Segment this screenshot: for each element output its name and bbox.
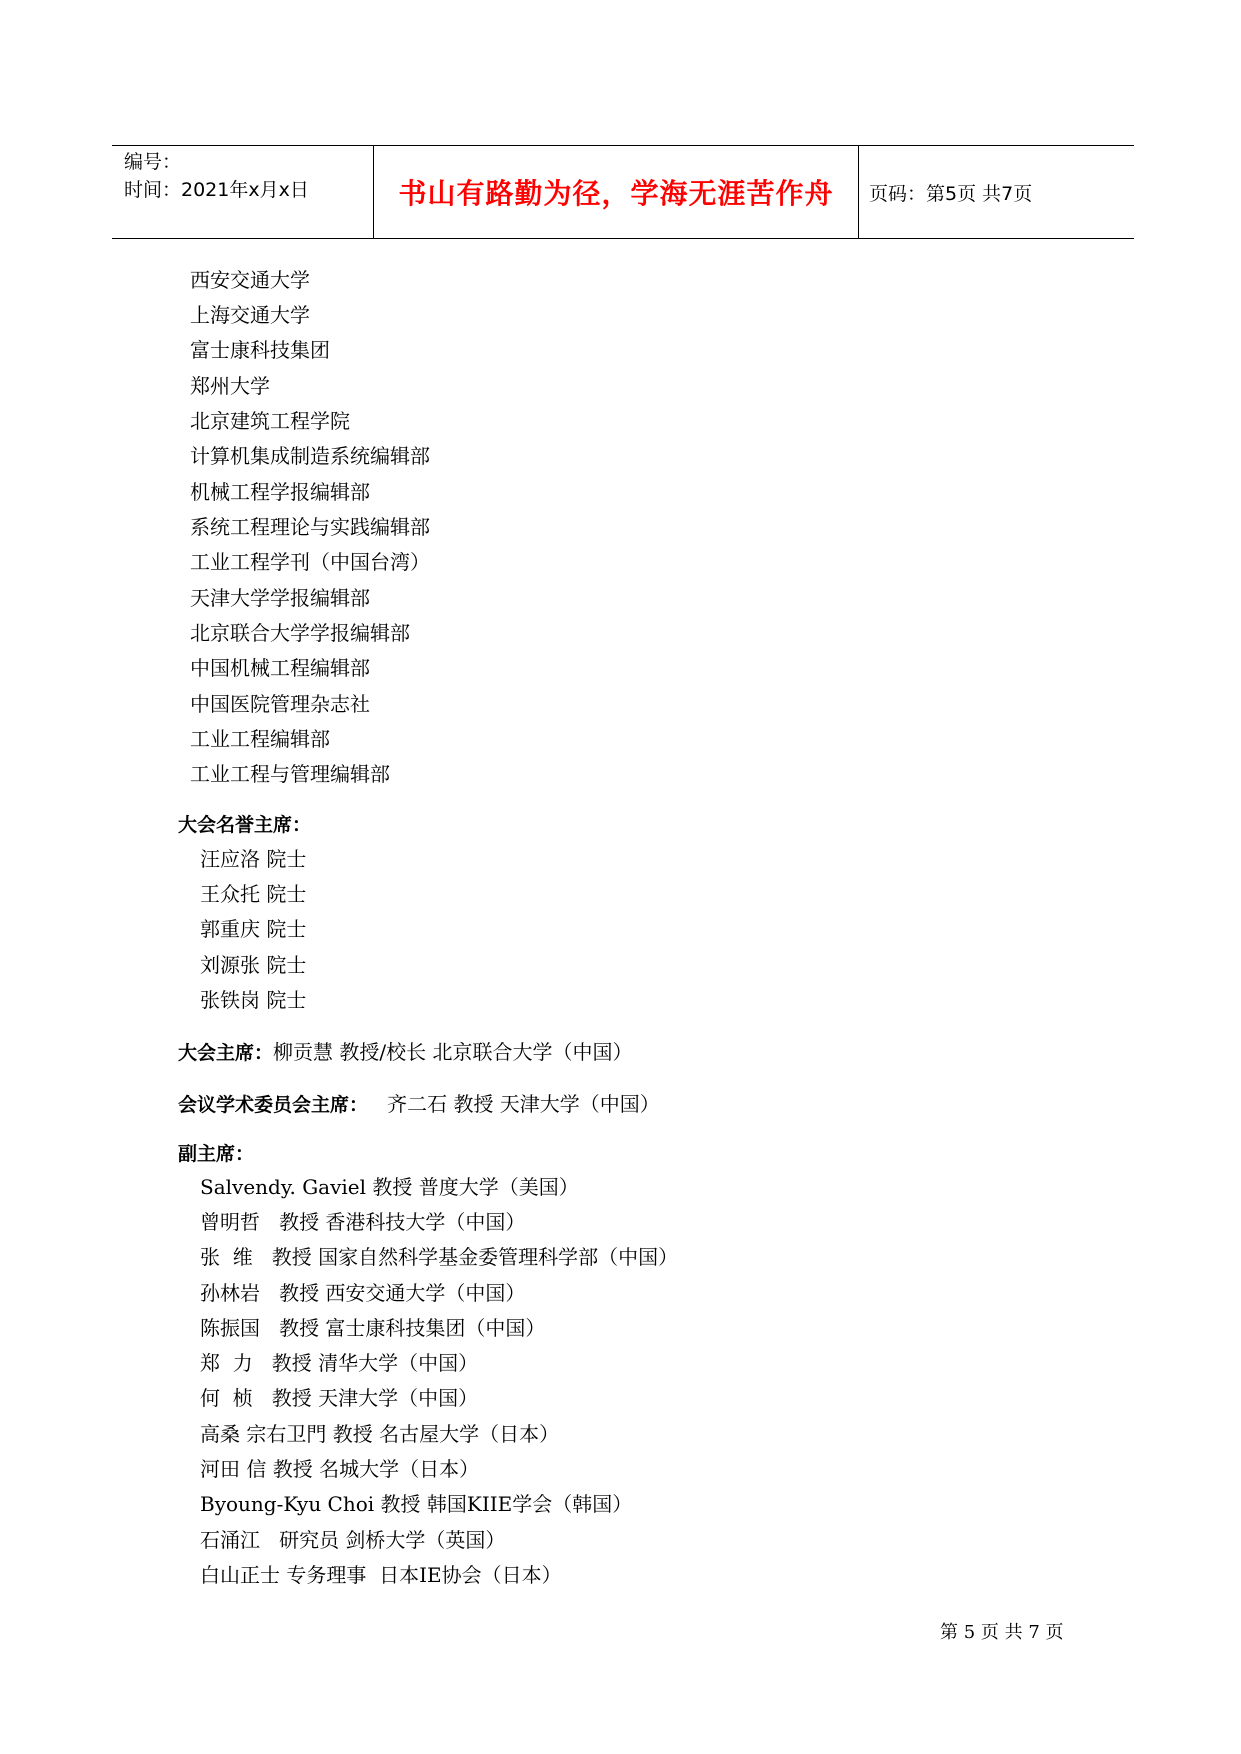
page-header [112,145,1134,239]
organizer-item: 工业工程编辑部 [190,727,330,751]
honorary-member: 王众托 院士 [200,882,307,906]
chair-label: 大会主席： [178,1042,274,1064]
time-label: 时间：2021年x月x日 [124,179,309,201]
academic-chair-value: 齐二石 教授 天津大学（中国） [387,1092,660,1116]
header-page-label: 页码：第5页 共7页 [869,182,1033,205]
honorary-member: 汪应洛 院士 [200,847,307,871]
honorary-member: 张铁岗 院士 [200,988,307,1012]
honorary-title: 大会名誉主席： [178,814,312,836]
academic-chair-label: 会议学术委员会主席： [178,1094,369,1116]
page-footer: 第 5 页 共 7 页 [940,1622,1064,1643]
organizer-item: 中国医院管理杂志社 [190,692,370,716]
vice-chair-member: 孙林岩 教授 西安交通大学（中国） [200,1281,526,1305]
organizer-item: 西安交通大学 [190,268,310,292]
honorary-member: 郭重庆 院士 [200,917,307,941]
vice-chair-member: 陈振国 教授 富士康科技集团（中国） [200,1316,546,1340]
organizer-item: 北京联合大学学报编辑部 [190,621,410,645]
organizer-item: 上海交通大学 [190,303,310,327]
header-motto: 书山有路勤为径，学海无涯苦作舟 [398,177,834,210]
vice-chair-member: 张 维 教授 国家自然科学基金委管理科学部（中国） [200,1245,679,1269]
vice-chair-member: 何 桢 教授 天津大学（中国） [200,1386,479,1410]
organizer-item: 计算机集成制造系统编辑部 [190,444,430,468]
organizer-item: 机械工程学报编辑部 [190,480,370,504]
vice-chair-member: Salvendy. Gaviel 教授 普度大学（美国） [200,1175,579,1199]
organizer-item: 中国机械工程编辑部 [190,656,370,680]
organizer-item: 郑州大学 [190,374,270,398]
organizer-item: 工业工程学刊（中国台湾） [190,550,430,574]
vice-chair-member: 曾明哲 教授 香港科技大学（中国） [200,1210,526,1234]
vice-chairs-title: 副主席： [178,1143,255,1165]
vice-chair-member: 高桑 宗右卫門 教授 名古屋大学（日本） [200,1422,560,1446]
organizer-item: 富士康科技集团 [190,338,330,362]
organizer-item: 系统工程理论与实践编辑部 [190,515,430,539]
vice-chair-member: Byoung-Kyu Choi 教授 韩国KIIE学会（韩国） [200,1492,633,1516]
vice-chair-member: 白山正士 专务理事 日本IE协会（日本） [200,1563,562,1587]
header-divider [858,146,859,238]
vice-chair-member: 石涌江 研究员 剑桥大学（英国） [200,1528,506,1552]
number-label: 编号： [124,151,182,173]
chair-row [178,1039,632,1066]
organizer-item: 北京建筑工程学院 [190,409,350,433]
vice-chair-member: 郑 力 教授 清华大学（中国） [200,1351,479,1375]
chair-value: 柳贡慧 教授/校长 北京联合大学（中国） [273,1040,633,1064]
organizer-item: 工业工程与管理编辑部 [190,762,390,786]
header-meta [124,148,309,204]
honorary-member: 刘源张 院士 [200,953,307,977]
organizer-item: 天津大学学报编辑部 [190,586,370,610]
academic-chair-row [178,1091,660,1118]
vice-chair-member: 河田 信 教授 名城大学（日本） [200,1457,480,1481]
